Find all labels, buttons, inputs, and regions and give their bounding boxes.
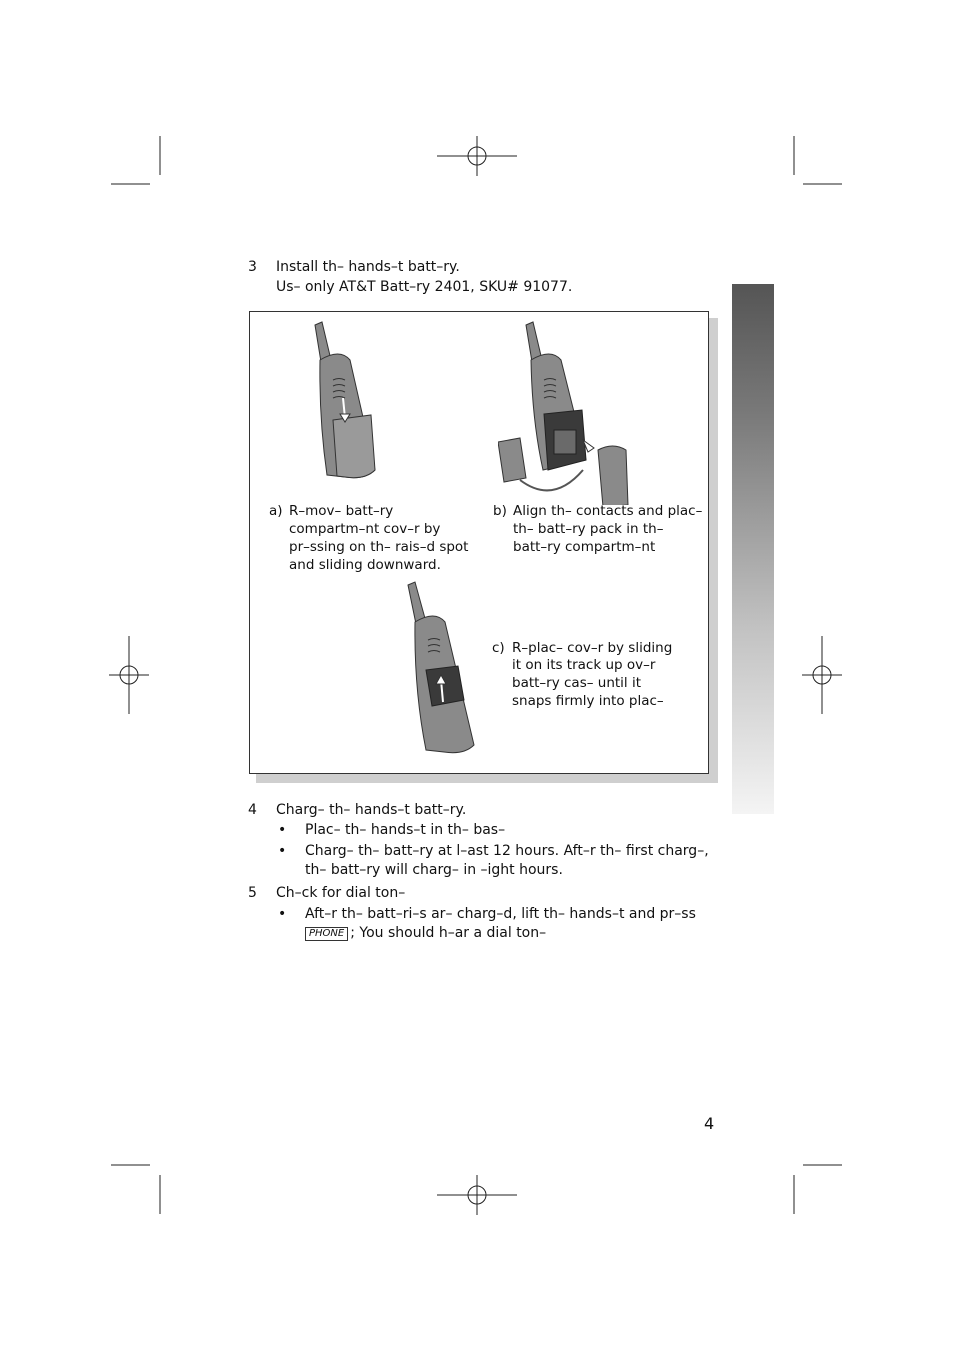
section-tab: [732, 284, 774, 814]
step-4-number: 4: [248, 802, 257, 818]
step-3-battery-note: Us– only AT&T Batt–ry 2401, SKU# 91077.: [276, 279, 573, 295]
caption-a-line-3: pr–ssing on th– rais–d spot: [289, 539, 469, 555]
step-4-bullet-2-line-1: Charg– th– batt–ry at l–ast 12 hours. Aft–r th– first charg–,: [305, 843, 709, 859]
step-5-bullet-1-text: ; You should h–ar a dial ton–: [350, 925, 547, 941]
handset-b-illustration: [498, 320, 698, 505]
step-4-bullet-2-line-2: th– batt–ry will charg– in –ight hours.: [305, 862, 563, 878]
battery-install-figure: [249, 311, 709, 774]
caption-c-line-3: batt–ry cas– until it: [512, 675, 642, 691]
caption-a-line-4: and sliding downward.: [289, 557, 441, 573]
caption-b-line-1: Align th– contacts and plac–: [513, 503, 703, 519]
caption-c-label: c): [492, 640, 505, 656]
step-4-bullet-1: Plac– th– hands–t in th– bas–: [305, 822, 506, 838]
step-5-title: Ch–ck for dial ton–: [276, 885, 406, 901]
caption-b-line-3: batt–ry compartm–nt: [513, 539, 656, 555]
page-number: 4: [704, 1114, 715, 1133]
caption-b-line-2: th– batt–ry pack in th–: [513, 521, 664, 537]
phone-key-icon: PHONE: [305, 927, 348, 941]
caption-b-label: b): [493, 503, 507, 519]
step-5-number: 5: [248, 885, 257, 901]
caption-c-line-1: R–plac– cov–r by sliding: [512, 640, 673, 656]
bullet-icon: •: [278, 822, 287, 838]
bullet-icon: •: [278, 906, 287, 922]
caption-a-line-1: R–mov– batt–ry: [289, 503, 394, 519]
step-5-bullet-1-line-1: Aft–r th– batt–ri–s ar– charg–d, lift th– hands–t and pr–ss: [305, 906, 696, 922]
step-3-number: 3: [248, 259, 257, 275]
caption-c-line-2: it on its track up ov–r: [512, 657, 656, 673]
bullet-icon: •: [278, 843, 287, 859]
caption-a-label: a): [269, 503, 283, 519]
step-5-bullet-1-line-2: [305, 924, 546, 943]
step-3-title: Install th– hands–t batt–ry.: [276, 259, 460, 275]
caption-a-line-2: compartm–nt cov–r by: [289, 521, 441, 537]
handset-a-illustration: [305, 320, 395, 480]
handset-c-illustration: [398, 580, 488, 755]
caption-c-line-4: snaps firmly into plac–: [512, 693, 664, 709]
step-4-title: Charg– th– hands–t batt–ry.: [276, 802, 467, 818]
